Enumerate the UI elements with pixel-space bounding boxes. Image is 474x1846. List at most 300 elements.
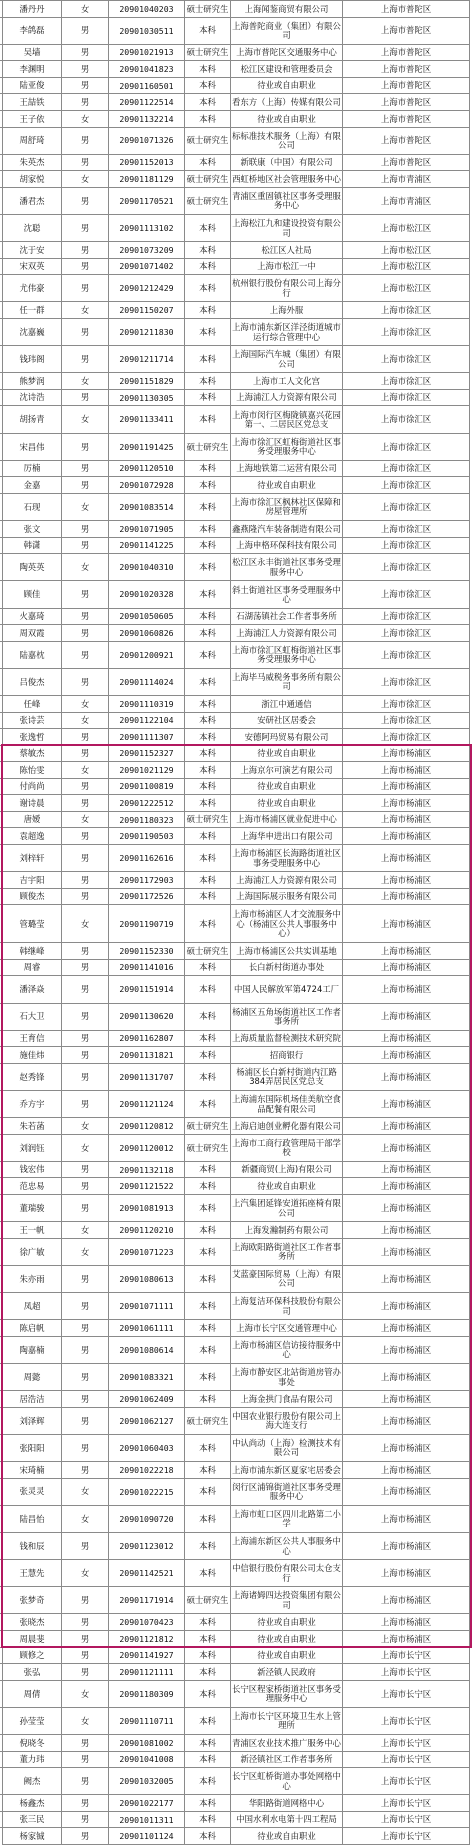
table-bottom-border — [2, 1844, 470, 1845]
table-row — [0, 258, 470, 276]
name-cell: 张逸哲 — [2, 729, 61, 746]
name-cell: 张灵灵 — [2, 1479, 61, 1506]
employer-cell: 中信银行股份有限公司太仓支行 — [230, 1560, 342, 1587]
employer-cell: 上海市静安区北站街道房管办事处 — [230, 1364, 342, 1391]
gender-cell: 女 — [61, 1681, 108, 1708]
exam-id-cell: 20901022215 — [108, 1479, 184, 1506]
gender-cell: 男 — [61, 625, 108, 642]
employer-cell: 上海浦江人力资源有限公司 — [230, 625, 342, 642]
gender-cell: 男 — [61, 155, 108, 172]
district-cell: 上海市杨浦区 — [342, 1135, 470, 1162]
exam-id-cell: 20901151914 — [108, 976, 184, 1003]
name-cell: 谢诗晨 — [2, 795, 61, 812]
employer-cell: 上海市杨浦区就业促进中心 — [230, 812, 342, 829]
gender-cell: 女 — [61, 1239, 108, 1266]
name-cell: 居浩洁 — [2, 1391, 61, 1408]
exam-id-cell: 20901071223 — [108, 1239, 184, 1266]
name-cell: 钱和辰 — [2, 1533, 61, 1560]
table-row — [0, 1707, 470, 1735]
name-cell: 朱亦雨 — [2, 1266, 61, 1293]
degree-cell: 本科 — [184, 61, 230, 78]
district-cell: 上海市杨浦区 — [342, 1479, 470, 1506]
degree-cell: 本科 — [184, 1752, 230, 1769]
name-cell: 杨家铖 — [2, 1828, 61, 1845]
district-cell: 上海市杨浦区 — [342, 828, 470, 845]
name-cell: 任峰 — [2, 696, 61, 713]
exam-id-cell: 20901160501 — [108, 78, 184, 95]
name-cell: 朱英杰 — [2, 155, 61, 172]
district-cell: 上海市徐汇区 — [342, 609, 470, 626]
gender-cell: 男 — [61, 795, 108, 812]
employer-cell: 上海市浦东新区洋泾街道城市运行综合管理中心 — [230, 319, 342, 346]
gender-cell: 男 — [61, 976, 108, 1003]
exam-id-cell: 20901121812 — [108, 1631, 184, 1648]
gender-cell: 男 — [61, 1533, 108, 1560]
table-row — [0, 1767, 470, 1795]
gender-cell: 男 — [61, 828, 108, 845]
table-row — [0, 1336, 470, 1364]
district-cell: 上海市徐汇区 — [342, 581, 470, 608]
district-cell: 上海市长宁区 — [342, 1708, 470, 1735]
degree-cell: 本科 — [184, 1031, 230, 1048]
exam-id-cell: 20901120812 — [108, 1118, 184, 1135]
district-cell: 上海市杨浦区 — [342, 1222, 470, 1239]
gender-cell: 男 — [61, 61, 108, 78]
table-row — [0, 811, 470, 829]
exam-id-cell: 20901040310 — [108, 554, 184, 581]
district-cell: 上海市杨浦区 — [342, 1178, 470, 1195]
table-row — [0, 460, 470, 478]
employer-cell: 看东方（上海）传媒有限公司 — [230, 94, 342, 111]
employer-cell: 待业或自由职业 — [230, 111, 342, 128]
table-row — [0, 641, 470, 669]
degree-cell: 本科 — [184, 275, 230, 302]
name-cell: 沈于安 — [2, 242, 61, 259]
table-row — [0, 0, 470, 18]
degree-cell: 硕士研究生 — [184, 171, 230, 188]
name-cell: 顾佳 — [2, 581, 61, 608]
name-cell: 周双霞 — [2, 625, 61, 642]
district-cell: 上海市杨浦区 — [342, 845, 470, 872]
degree-cell: 本科 — [184, 1735, 230, 1752]
degree-cell: 本科 — [184, 1435, 230, 1462]
table-row — [0, 60, 470, 78]
name-cell: 宋琦楠 — [2, 1462, 61, 1479]
employer-cell: 上海普陀商业（集团）有限公司 — [230, 18, 342, 45]
exam-id-cell: 20901041823 — [108, 61, 184, 78]
employer-cell: 上海市闵行区梅陇镇嘉兴花园第一、二居民区党总支 — [230, 406, 342, 433]
degree-cell: 本科 — [184, 762, 230, 779]
degree-cell: 硕士研究生 — [184, 1118, 230, 1135]
degree-cell: 本科 — [184, 1664, 230, 1681]
district-cell: 上海市杨浦区 — [342, 1462, 470, 1479]
gender-cell: 男 — [61, 45, 108, 62]
district-cell: 上海市长宁区 — [342, 1812, 470, 1829]
employer-cell: 长白新村街道办事处 — [230, 960, 342, 977]
gender-cell: 女 — [61, 1118, 108, 1135]
degree-cell: 本科 — [184, 625, 230, 642]
district-cell: 上海市徐汇区 — [342, 494, 470, 521]
gender-cell: 男 — [61, 1768, 108, 1795]
employer-cell: 上海市杨浦区人才交流服务中心（杨浦区公共人事服务中心） — [230, 905, 342, 943]
district-cell: 上海市徐汇区 — [342, 346, 470, 373]
gender-cell: 男 — [61, 319, 108, 346]
gender-cell: 女 — [61, 713, 108, 730]
district-cell: 上海市杨浦区 — [342, 762, 470, 779]
exam-id-cell: 20901100819 — [108, 779, 184, 796]
table-row — [0, 241, 470, 259]
name-cell: 潘泽焱 — [2, 976, 61, 1003]
name-cell: 阙杰 — [2, 1768, 61, 1795]
employer-cell: 石湖荡镇社会工作者事务所 — [230, 609, 342, 626]
employer-cell: 上海欧阳路街道社区工作者事务所 — [230, 1239, 342, 1266]
employer-cell: 杨浦区五角场街道社区工作者事务所 — [230, 1004, 342, 1031]
degree-cell: 硕士研究生 — [184, 45, 230, 62]
name-cell: 陆嘉枕 — [2, 642, 61, 669]
employer-cell: 待业或自由职业 — [230, 746, 342, 763]
name-cell: 孙莹莹 — [2, 1708, 61, 1735]
gender-cell: 男 — [61, 1162, 108, 1179]
district-cell: 上海市松江区 — [342, 215, 470, 242]
district-cell: 上海市长宁区 — [342, 1735, 470, 1752]
table-row — [0, 1390, 470, 1408]
degree-cell: 硕士研究生 — [184, 188, 230, 215]
district-cell: 上海市杨浦区 — [342, 1560, 470, 1587]
employer-cell: 长宁区程家桥街道社区事务受理服务中心 — [230, 1681, 342, 1708]
employer-cell: 新联康（中国）有限公司 — [230, 155, 342, 172]
employer-cell: 上海市工人文化宫 — [230, 373, 342, 390]
table-row — [0, 476, 470, 494]
table-row — [0, 1161, 470, 1179]
district-cell: 上海市长宁区 — [342, 1828, 470, 1845]
district-cell: 上海市杨浦区 — [342, 795, 470, 812]
employer-cell: 待业或自由职业 — [230, 1828, 342, 1845]
name-cell: 赵秀锋 — [2, 1064, 61, 1091]
exam-id-cell: 20901073209 — [108, 242, 184, 259]
table-row — [0, 405, 470, 433]
gender-cell: 男 — [61, 1091, 108, 1118]
table-row — [0, 844, 470, 872]
exam-id-cell: 20901142521 — [108, 1560, 184, 1587]
employer-cell: 上海浦东国际机场佳美航空食品配餐有限公司 — [230, 1091, 342, 1118]
name-cell: 火嘉琦 — [2, 609, 61, 626]
table-row — [0, 1090, 470, 1118]
degree-cell: 硕士研究生 — [184, 434, 230, 461]
degree-cell: 本科 — [184, 1239, 230, 1266]
exam-id-cell: 20901131821 — [108, 1047, 184, 1064]
exam-id-cell: 20901120510 — [108, 461, 184, 478]
district-cell: 上海市青浦区 — [342, 188, 470, 215]
degree-cell: 本科 — [184, 845, 230, 872]
gender-cell: 男 — [61, 1004, 108, 1031]
employer-cell: 待业或自由职业 — [230, 1631, 342, 1648]
exam-id-cell: 20901130305 — [108, 390, 184, 407]
table-row — [0, 44, 470, 62]
table-row — [0, 1265, 470, 1293]
gender-cell: 女 — [61, 1479, 108, 1506]
gender-cell: 男 — [61, 275, 108, 302]
degree-cell: 本科 — [184, 828, 230, 845]
employer-cell: 上海毕马威税务事务所有限公司 — [230, 669, 342, 696]
gender-cell: 男 — [61, 1047, 108, 1064]
degree-cell: 硕士研究生 — [184, 943, 230, 960]
name-cell: 张晓杰 — [2, 1614, 61, 1631]
exam-id-cell: 20901070423 — [108, 1614, 184, 1631]
employer-cell: 上海复洁环保科技股份有限公司 — [230, 1293, 342, 1320]
table-row — [0, 1194, 470, 1222]
district-cell: 上海市杨浦区 — [342, 1293, 470, 1320]
name-cell: 陶英英 — [2, 554, 61, 581]
table-row — [0, 1751, 470, 1769]
table-row — [0, 154, 470, 172]
table-row — [0, 888, 470, 906]
table-row — [0, 580, 470, 608]
degree-cell: 硕士研究生 — [184, 1587, 230, 1614]
table-row — [0, 1532, 470, 1560]
district-cell: 上海市杨浦区 — [342, 1195, 470, 1222]
table-row — [0, 745, 470, 763]
district-cell: 上海市徐汇区 — [342, 669, 470, 696]
employer-cell: 松江区人社局 — [230, 242, 342, 259]
district-cell: 上海市杨浦区 — [342, 1408, 470, 1435]
name-cell: 张弘 — [2, 1664, 61, 1681]
gender-cell: 女 — [61, 1708, 108, 1735]
exam-id-cell: 20901152330 — [108, 943, 184, 960]
gender-cell: 男 — [61, 1293, 108, 1320]
employer-cell: 中国水利水电第十四工程局 — [230, 1812, 342, 1829]
exam-id-cell: 20901083514 — [108, 494, 184, 521]
exam-id-cell: 20901110711 — [108, 1708, 184, 1735]
name-cell: 沈聪 — [2, 215, 61, 242]
district-cell: 上海市杨浦区 — [342, 960, 470, 977]
exam-id-cell: 20901022177 — [108, 1795, 184, 1812]
degree-cell: 本科 — [184, 1560, 230, 1587]
exam-id-cell: 20901130620 — [108, 1004, 184, 1031]
name-cell: 周倩 — [2, 1681, 61, 1708]
degree-cell: 本科 — [184, 94, 230, 111]
employer-cell: 上海市浦东新区夏家宅居委会 — [230, 1462, 342, 1479]
gender-cell: 女 — [61, 1222, 108, 1239]
name-cell: 任一群 — [2, 302, 61, 319]
gender-cell: 男 — [61, 1735, 108, 1752]
employer-cell: 上海市杨浦区信访接待服务中心 — [230, 1337, 342, 1364]
degree-cell: 本科 — [184, 1795, 230, 1812]
name-cell: 顾俊杰 — [2, 889, 61, 906]
name-cell: 王喆铁 — [2, 94, 61, 111]
exam-id-cell: 20901080614 — [108, 1337, 184, 1364]
degree-cell: 本科 — [184, 346, 230, 373]
name-cell: 金嘉 — [2, 477, 61, 494]
exam-id-cell: 20901120210 — [108, 1222, 184, 1239]
employer-cell: 长宁区虹桥街道办事处网格中心 — [230, 1768, 342, 1795]
table-row — [0, 318, 470, 346]
degree-cell: 本科 — [184, 713, 230, 730]
name-cell: 潘丹丹 — [2, 1, 61, 18]
gender-cell: 男 — [61, 1828, 108, 1845]
gender-cell: 女 — [61, 1135, 108, 1162]
employer-cell: 上海启迪创业孵化器有限公司 — [230, 1118, 342, 1135]
exam-id-cell: 20901180323 — [108, 812, 184, 829]
exam-id-cell: 20901021913 — [108, 45, 184, 62]
name-cell: 陈启帆 — [2, 1320, 61, 1337]
table-row — [0, 1680, 470, 1708]
table-row — [0, 1117, 470, 1135]
employer-cell: 华阳路街道网格中心 — [230, 1795, 342, 1812]
employer-cell: 新疆商贸(上海)有限公司 — [230, 1162, 342, 1179]
gender-cell: 男 — [61, 1391, 108, 1408]
name-cell: 袁超逸 — [2, 828, 61, 845]
gender-cell: 女 — [61, 111, 108, 128]
degree-cell: 本科 — [184, 1828, 230, 1845]
employer-cell: 标标准技术服务（上海）有限公司 — [230, 128, 342, 155]
exam-id-cell: 20901150207 — [108, 302, 184, 319]
degree-cell: 本科 — [184, 1047, 230, 1064]
exam-id-cell: 20901211830 — [108, 319, 184, 346]
table-row — [0, 1221, 470, 1239]
gender-cell: 男 — [61, 669, 108, 696]
name-cell: 石现 — [2, 494, 61, 521]
gender-cell: 男 — [61, 729, 108, 746]
exam-id-cell: 20901131707 — [108, 1064, 184, 1091]
gender-cell: 男 — [61, 1631, 108, 1648]
name-cell: 吴墙 — [2, 45, 61, 62]
table-row — [0, 301, 470, 319]
name-cell: 张文 — [2, 521, 61, 538]
exam-id-cell: 20901072928 — [108, 477, 184, 494]
gender-cell: 男 — [61, 1031, 108, 1048]
exam-id-cell: 20901181129 — [108, 171, 184, 188]
employer-cell: 安德阿玛贸易有限公司 — [230, 729, 342, 746]
degree-cell: 本科 — [184, 1462, 230, 1479]
gender-cell: 男 — [61, 779, 108, 796]
degree-cell: 本科 — [184, 1506, 230, 1533]
table-row — [0, 668, 470, 696]
employer-cell: 上海松江九和建设投资有限公司 — [230, 215, 342, 242]
table-row — [0, 1663, 470, 1681]
employer-cell: 上海浦东新区公共人事服务中心 — [230, 1533, 342, 1560]
table-row — [0, 1586, 470, 1614]
name-cell: 宋昌伟 — [2, 434, 61, 461]
degree-cell: 本科 — [184, 78, 230, 95]
name-cell: 董力玮 — [2, 1752, 61, 1769]
degree-cell: 本科 — [184, 795, 230, 812]
employer-cell: 闵行区浦锦街道社区事务受理服务中心 — [230, 1479, 342, 1506]
exam-id-cell: 20901121522 — [108, 1178, 184, 1195]
degree-cell: 本科 — [184, 1681, 230, 1708]
gender-cell: 男 — [61, 461, 108, 478]
degree-cell: 本科 — [184, 390, 230, 407]
table-row — [0, 1238, 470, 1266]
district-cell: 上海市杨浦区 — [342, 976, 470, 1003]
degree-cell: 本科 — [184, 406, 230, 433]
district-cell: 上海市长宁区 — [342, 1664, 470, 1681]
employer-cell: 待业或自由职业 — [230, 1614, 342, 1631]
district-cell: 上海市杨浦区 — [342, 889, 470, 906]
degree-cell: 硕士研究生 — [184, 812, 230, 829]
employer-cell: 待业或自由职业 — [230, 477, 342, 494]
degree-cell: 本科 — [184, 905, 230, 943]
degree-cell: 本科 — [184, 696, 230, 713]
gender-cell: 女 — [61, 406, 108, 433]
name-cell: 刘梓轩 — [2, 845, 61, 872]
name-cell: 胡家悦 — [2, 171, 61, 188]
exam-id-cell: 20901180309 — [108, 1681, 184, 1708]
gender-cell: 男 — [61, 1064, 108, 1091]
district-cell: 上海市普陀区 — [342, 45, 470, 62]
degree-cell: 本科 — [184, 259, 230, 276]
table-row — [0, 1046, 470, 1064]
district-cell: 上海市普陀区 — [342, 78, 470, 95]
employer-cell: 上海地铁第二运营有限公司 — [230, 461, 342, 478]
employer-cell: 杭州银行股份有限公司上海分行 — [230, 275, 342, 302]
degree-cell: 本科 — [184, 976, 230, 1003]
table-row — [0, 975, 470, 1003]
table-row — [0, 1478, 470, 1506]
employer-cell: 上海市虹口区四川北路第二小学 — [230, 1506, 342, 1533]
gender-cell: 男 — [61, 1614, 108, 1631]
exam-id-cell: 20901111307 — [108, 729, 184, 746]
district-cell: 上海市徐汇区 — [342, 319, 470, 346]
employer-cell: 上海市长宁区交通管理中心 — [230, 1320, 342, 1337]
exam-id-cell: 20901120012 — [108, 1135, 184, 1162]
district-cell: 上海市杨浦区 — [342, 905, 470, 943]
degree-cell: 本科 — [184, 215, 230, 242]
employer-cell: 上海浦江人力资源有限公司 — [230, 390, 342, 407]
employer-cell: 上海国际汽车城（集团）有限公司 — [230, 346, 342, 373]
table-row — [0, 127, 470, 155]
name-cell: 周晨斐 — [2, 1631, 61, 1648]
name-cell: 乔方宇 — [2, 1091, 61, 1118]
degree-cell: 本科 — [184, 554, 230, 581]
employer-cell: 上汽集团延锋安道拓座椅有限公司 — [230, 1195, 342, 1222]
degree-cell: 本科 — [184, 242, 230, 259]
gender-cell: 男 — [61, 1435, 108, 1462]
gender-cell: 男 — [61, 943, 108, 960]
district-cell: 上海市杨浦区 — [342, 1266, 470, 1293]
gender-cell: 男 — [61, 128, 108, 155]
table-row — [0, 1734, 470, 1752]
exam-id-cell: 20901212429 — [108, 275, 184, 302]
table-row — [0, 712, 470, 730]
name-cell: 范忠易 — [2, 1178, 61, 1195]
table-row — [0, 1134, 470, 1162]
exam-id-cell: 20901071326 — [108, 128, 184, 155]
table-row — [0, 1003, 470, 1031]
exam-id-cell: 20901071111 — [108, 1293, 184, 1320]
employer-cell: 安研社区居委会 — [230, 713, 342, 730]
name-cell: 李鸽磊 — [2, 18, 61, 45]
district-cell: 上海市杨浦区 — [342, 1118, 470, 1135]
degree-cell: 本科 — [184, 1631, 230, 1648]
degree-cell: 本科 — [184, 1178, 230, 1195]
gender-cell: 男 — [61, 872, 108, 889]
degree-cell: 硕士研究生 — [184, 128, 230, 155]
gender-cell: 女 — [61, 812, 108, 829]
name-cell: 陆亚俊 — [2, 78, 61, 95]
employer-cell: 上海国际展示服务有限公司 — [230, 889, 342, 906]
district-cell: 上海市徐汇区 — [342, 538, 470, 555]
district-cell: 上海市徐汇区 — [342, 434, 470, 461]
table-row — [0, 214, 470, 242]
degree-cell: 本科 — [184, 18, 230, 45]
table-row — [0, 1030, 470, 1048]
district-cell: 上海市杨浦区 — [342, 1435, 470, 1462]
exam-id-cell: 20901011311 — [108, 1812, 184, 1829]
district-cell: 上海市徐汇区 — [342, 406, 470, 433]
degree-cell: 本科 — [184, 729, 230, 746]
exam-id-cell: 20901062127 — [108, 1408, 184, 1435]
gender-cell: 男 — [61, 242, 108, 259]
